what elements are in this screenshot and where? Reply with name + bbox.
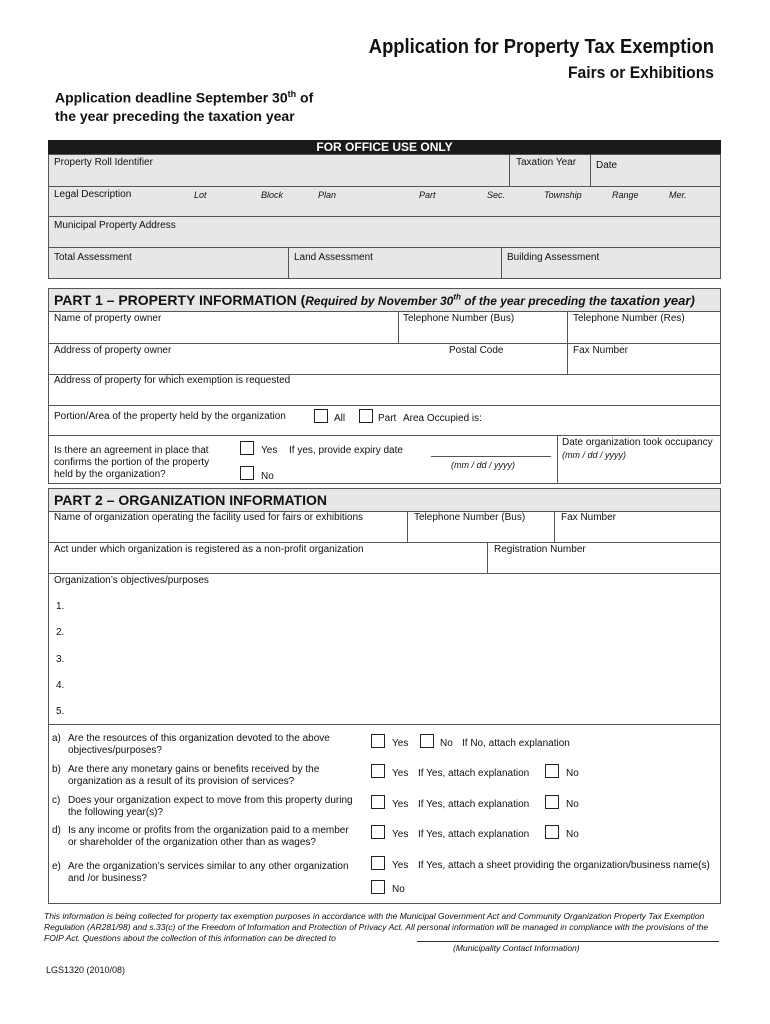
form-title: Application for Property Tax Exemption xyxy=(368,36,714,58)
agreement-no-label: No xyxy=(261,471,274,482)
question-c-no-checkbox[interactable] xyxy=(545,795,559,809)
agreement-yes-checkbox[interactable] xyxy=(240,441,254,455)
question-d-no-label: No xyxy=(566,829,579,840)
act-label: Act under which organization is registered as a non-profit organization xyxy=(54,544,364,555)
taxation-year-label: Taxation Year xyxy=(516,157,577,168)
privacy-notice: This information is being collected for property tax exemption purposes in accordance with the Municipal Government Act and Community Organization Property Tax Exemption Regulation (AR281/98) and s.33(c) of the Freedom of Information and Protection of Privacy Act. All personal information will be managed in compliance with the provisions of the FOIP Act. Questions about the collection of this information can be directed to xyxy=(44,911,709,943)
municipal-address-label: Municipal Property Address xyxy=(54,220,176,231)
question-b-yes-label: Yes xyxy=(392,768,409,779)
fax-label: Fax Number xyxy=(573,345,629,356)
question-a-no-checkbox[interactable] xyxy=(420,734,434,748)
question-a-letter: a) xyxy=(52,733,61,744)
objectives-label: Organization’s objectives/purposes xyxy=(54,575,209,586)
question-d-no-checkbox[interactable] xyxy=(545,825,559,839)
question-d-yes-label: Yes xyxy=(392,829,409,840)
form-number: LGS1320 (2010/08) xyxy=(46,965,126,975)
question-d-note: If Yes, attach explanation xyxy=(418,829,530,840)
owner-address-label: Address of property owner xyxy=(54,345,172,356)
area-occupied-label: Area Occupied is: xyxy=(403,413,482,424)
application-deadline: Application deadline September 30th of the year preceding the taxation year xyxy=(55,89,314,124)
township-label: Township xyxy=(544,190,582,200)
date-label: Date xyxy=(596,160,618,171)
range-label: Range xyxy=(612,190,639,200)
objective-1: 1. xyxy=(56,601,65,612)
tel-bus-label: Telephone Number (Bus) xyxy=(403,313,515,324)
question-c-yes-label: Yes xyxy=(392,799,409,810)
part-option-label: Part xyxy=(378,413,397,424)
all-checkbox[interactable] xyxy=(314,409,328,423)
part1-title: PART 1 – PROPERTY INFORMATION (Required by November 30th of the year preceding the taxation year) xyxy=(54,292,695,308)
block-label: Block xyxy=(261,190,284,200)
question-b-note: If Yes, attach explanation xyxy=(418,768,530,779)
question-a-note: If No, attach explanation xyxy=(462,738,570,749)
question-b-no-label: No xyxy=(566,768,579,779)
part2-title: PART 2 – ORGANIZATION INFORMATION xyxy=(54,492,327,508)
mer-label: Mer. xyxy=(669,190,687,200)
question-a-text: Are the resources of this organization devoted to the above objectives/purposes? xyxy=(68,733,330,756)
office-use-bar: FOR OFFICE USE ONLY xyxy=(48,140,721,154)
question-b-text: Are there any monetary gains or benefits received by the organization as a result of its provision of services? xyxy=(68,764,320,787)
question-c-note: If Yes, attach explanation xyxy=(418,799,530,810)
agreement-no-checkbox[interactable] xyxy=(240,466,254,480)
org-tel-label: Telephone Number (Bus) xyxy=(414,512,526,523)
expiry-label: If yes, provide expiry date xyxy=(289,445,403,456)
agreement-question: Is there an agreement in place that confirms the portion of the property held by the organization? xyxy=(54,445,210,480)
form-subtitle: Fairs or Exhibitions xyxy=(567,63,714,82)
org-fax-label: Fax Number xyxy=(561,512,617,523)
contact-info-caption: (Municipality Contact Information) xyxy=(453,943,580,953)
question-c-letter: c) xyxy=(52,795,61,806)
agreement-yes-label: Yes xyxy=(261,445,278,456)
question-e-no-checkbox[interactable] xyxy=(371,880,385,894)
question-e-text: Are the organization’s services similar to any other organization and /or business? xyxy=(68,861,349,884)
postal-code-label: Postal Code xyxy=(449,345,504,356)
portion-label: Portion/Area of the property held by the organization xyxy=(54,411,286,422)
lot-label: Lot xyxy=(194,190,207,200)
registration-label: Registration Number xyxy=(494,544,586,555)
question-a-yes-label: Yes xyxy=(392,738,409,749)
part-checkbox[interactable] xyxy=(359,409,373,423)
objective-4: 4. xyxy=(56,680,65,691)
objective-5: 5. xyxy=(56,706,65,717)
sec-label: Sec. xyxy=(487,190,506,200)
all-label: All xyxy=(334,413,346,424)
question-b-yes-checkbox[interactable] xyxy=(371,764,385,778)
part-label: Part xyxy=(419,190,436,200)
question-d-text: Is any income or profits from the organization paid to a member or shareholder of the organization other than as wages? xyxy=(68,825,349,848)
objective-3: 3. xyxy=(56,654,65,665)
question-e-no-label: No xyxy=(392,884,405,895)
question-b-letter: b) xyxy=(52,764,61,775)
total-assessment-label: Total Assessment xyxy=(54,252,132,263)
question-e-yes-checkbox[interactable] xyxy=(371,856,385,870)
question-e-letter: e) xyxy=(52,861,61,872)
expiry-format: (mm / dd / yyyy) xyxy=(451,460,516,470)
property-roll-label: Property Roll Identifier xyxy=(54,157,153,168)
occupancy-label: Date organization took occupancy xyxy=(562,437,713,448)
occupancy-format: (mm / dd / yyyy) xyxy=(562,450,627,460)
exempt-address-label: Address of property for which exemption is requested xyxy=(54,375,291,386)
question-b-no-checkbox[interactable] xyxy=(545,764,559,778)
objective-2: 2. xyxy=(56,627,65,638)
owner-name-label: Name of property owner xyxy=(54,313,162,324)
question-c-text: Does your organization expect to move from this property during the following year(s)? xyxy=(68,795,353,818)
office-use-section xyxy=(48,154,721,279)
question-e-note: If Yes, attach a sheet providing the organization/business name(s) xyxy=(418,860,710,871)
question-c-no-label: No xyxy=(566,799,579,810)
question-d-letter: d) xyxy=(52,825,61,836)
land-assessment-label: Land Assessment xyxy=(294,252,373,263)
question-c-yes-checkbox[interactable] xyxy=(371,795,385,809)
question-a-yes-checkbox[interactable] xyxy=(371,734,385,748)
question-a-no-label: No xyxy=(440,738,453,749)
building-assessment-label: Building Assessment xyxy=(507,252,600,263)
plan-label: Plan xyxy=(318,190,337,200)
tel-res-label: Telephone Number (Res) xyxy=(573,313,685,324)
legal-description-label: Legal Description xyxy=(54,189,132,200)
question-d-yes-checkbox[interactable] xyxy=(371,825,385,839)
question-e-yes-label: Yes xyxy=(392,860,409,871)
org-name-label: Name of organization operating the facility used for fairs or exhibitions xyxy=(54,512,364,523)
